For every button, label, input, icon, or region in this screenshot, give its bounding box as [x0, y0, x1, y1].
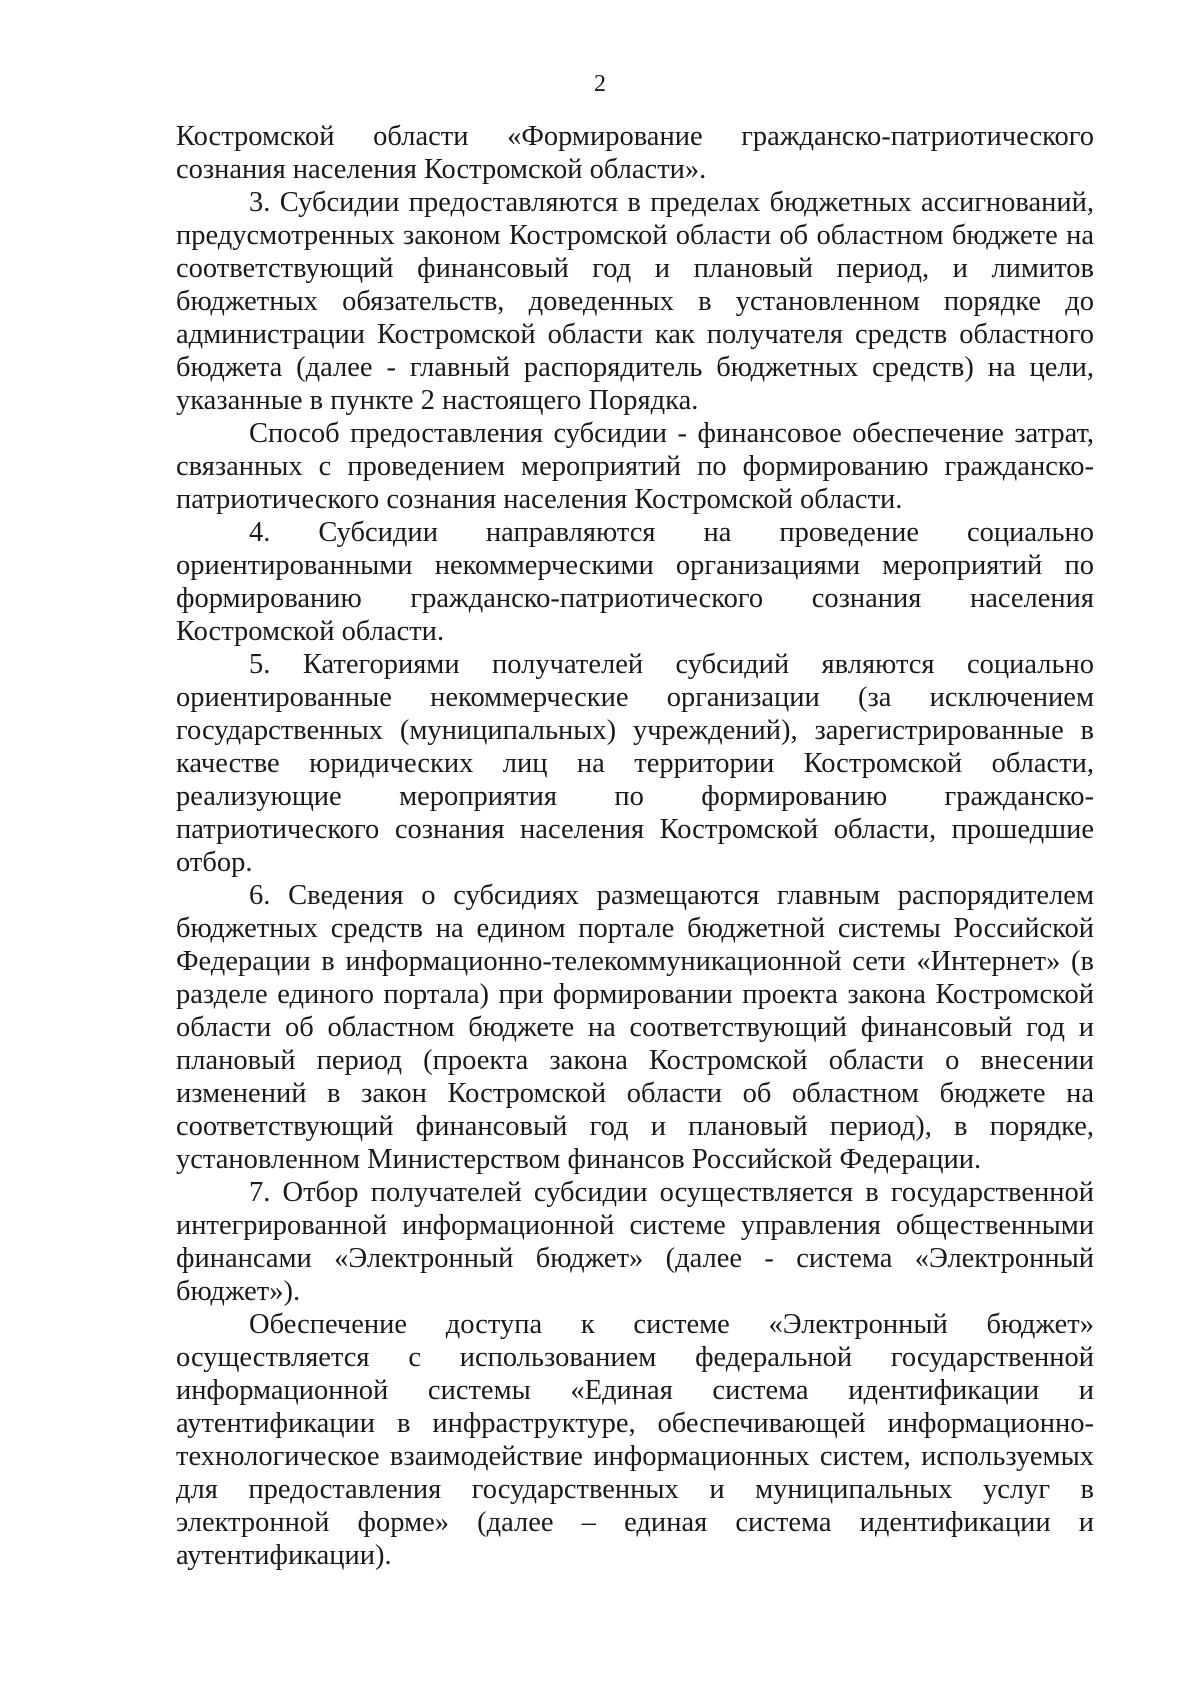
document-body [176, 120, 1094, 1572]
paragraph-item-7: 7. Отбор получателей субсидии осуществляется в государственной интегрированной информационной системе управления общественными финансами «Электронный бюджет» (далее - система «Электронный бюджет»). [176, 1177, 1094, 1307]
page-number: 2 [594, 71, 606, 97]
paragraph-continuation: Костромской области «Формирование гражданско-патриотического сознания населения Костромской области». [176, 121, 1094, 185]
paragraph-item-4: 4. Субсидии направляются на проведение социально ориентированными некоммерческими организациями мероприятий по формированию гражданско-патриотического сознания населения Костромской области. [176, 517, 1094, 647]
paragraph-item-6: 6. Сведения о субсидиях размещаются главным распорядителем бюджетных средств на едином портале бюджетной системы Российской Федерации в информационно-телекоммуникационной сети «Интернет» (в разделе единого портала) при формировании проекта закона Костромской области об областном бюджете на соответствующий финансовый год и плановый период (проекта закона Костромской области о внесении изменений в закон Костромской области об областном бюджете на соответствующий финансовый год и плановый период), в порядке, установленном Министерством финансов Российской Федерации. [176, 880, 1094, 1175]
paragraph-item-3: 3. Субсидии предоставляются в пределах бюджетных ассигнований, предусмотренных законом Костромской области об областном бюджете на соответствующий финансовый год и плановый период, и лимитов бюджетных обязательств, доведенных в установленном порядке до администрации Костромской области как получателя средств областного бюджета (далее - главный распорядитель бюджетных средств) на цели, указанные в пункте 2 настоящего Порядка. [176, 187, 1094, 416]
paragraph-item-5: 5. Категориями получателей субсидий являются социально ориентированные некоммерческие организации (за исключением государственных (муниципальных) учреждений), зарегистрированные в качестве юридических лиц на территории Костромской области, реализующие мероприятия по формированию гражданско-патриотического сознания населения Костромской области, прошедшие отбор. [176, 649, 1094, 878]
paragraph-item-7-access: Обеспечение доступа к системе «Электронный бюджет» осуществляется с использованием федеральной государственной информационной системы «Единая система идентификации и аутентификации в инфраструктуре, обеспечивающей информационно-технологическое взаимодействие информационных систем, используемых для предоставления государственных и муниципальных услуг в электронной форме» (далее – единая система идентификации и аутентификации). [176, 1309, 1094, 1571]
paragraph-item-3-method: Способ предоставления субсидии - финансовое обеспечение затрат, связанных с проведением мероприятий по формированию гражданско-патриотического сознания населения Костромской области. [176, 418, 1094, 515]
